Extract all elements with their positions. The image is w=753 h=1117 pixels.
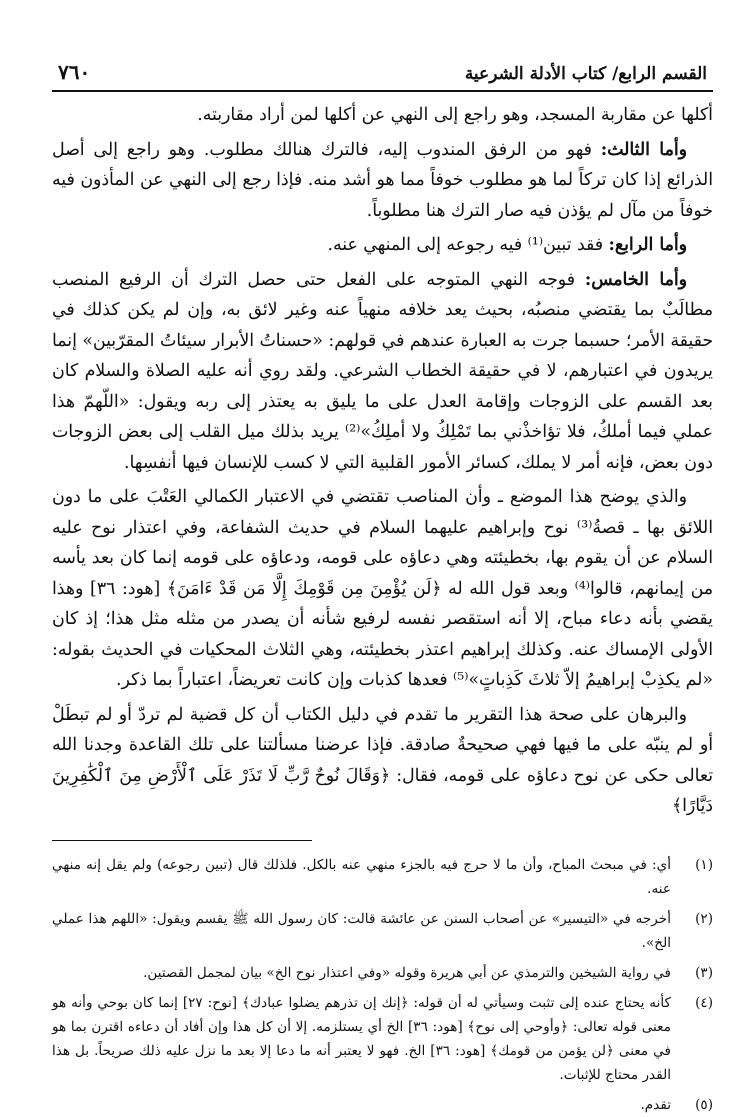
footnote: [52, 1093, 713, 1117]
footnote-number: (٥): [695, 1096, 713, 1113]
footnote-text: كأنه يحتاج عنده إلى تثبت وسيأتي له أن قوله: ﴿إنك إن تذرهم يضلوا عبادك﴾ [نوح: ٢٧] إنما كان بوحي وأنه هو معنى قوله تعالى: ﴿وأوحي إلى نوح﴾ [هود: ٣٦] الخ أي يستلزمه. إلا أن كل هذا وإن أفاد أن دعاءه اقترن بما هو في معنى ﴿لن يؤمن من قومك﴾ [هود: ٣٦] الخ. فهو لا يعتبر أنه ما دعا إلا بعد ما نزل عليه ذلك صريحاً. بل هذا القدر محتاج للإثبات.: [52, 994, 671, 1083]
footnote: [52, 991, 713, 1087]
paragraph: [52, 230, 713, 261]
footnote-text: أخرجه في «التيسير» عن أصحاب السنن عن عائشة قالت: كان رسول الله ﷺ يقسم ويقول: «اللهم هذا عملي الخ».: [52, 910, 671, 951]
footnote: [52, 907, 713, 955]
paragraph: [52, 135, 713, 227]
footnote-number: (١): [695, 856, 713, 873]
footnote-text: تقدم.: [640, 1096, 671, 1113]
footnote-number: (٣): [695, 964, 713, 981]
paragraph-text: فوجه النهي المتوجه على الفعل حتى حصل الترك أن الرفيع المنصب مطالَبٌ بما يقتضي منصبُه، بحيث يعد خلافه منهياً عنه وغير لائق به، وإن لم يكن كذلك في حقيقة الأمر؛ حسبما جرت به العبارة عندهم في قولهم: «حسناتُ الأبرار سيئاتُ المقرّبين» إنما يريدون في اعتبارهم، لا في حقيقة الخطاب الشرعي. ولقد روي أنه عليه الصلاة والسلام كان بعد القسم على الزوجات وإقامة العدل على ما يليق به يعتذر إلى ربه ويقول: «اللّهمّ هذا عملي فيما أملكُ، فلا تؤاخذْني بما تَمْلِكُ ولا أملِكُ»⁽²⁾ يريد بذلك ميل القلب إلى بعض الزوجات دون بعض، فإنه أمر لا يملك، كسائر الأمور القلبية التي لا كسب للإنسان فيها أنفسِها.: [52, 269, 713, 473]
paragraph: [52, 700, 713, 822]
running-title: القسم الرابع/ كتاب الأدلة الشرعية: [464, 64, 707, 84]
page-number: ٧٦٠: [58, 60, 91, 84]
paragraph-text: والبرهان على صحة هذا التقرير ما تقدم في دليل الكتاب أن كل قضية لم تردّ أو لم تبطَلْ أو لم ينبّه على ما فيها فهي صحيحةٌ صادقة. فإذا عرضنا مسألتنا على تلك القاعدة وجدنا الله تعالى حكى عن نوح دعاؤه على قومه، فقال: ﴿وَقَالَ نُوحٌ رَّبِّ لَا تَذَرْ عَلَى ٱلْأَرْضِ مِنَ ٱلْكَٰفِرِينَ دَيَّارًا﴾: [52, 704, 713, 816]
footnote-number: (٢): [695, 910, 713, 927]
footnote: [52, 961, 713, 985]
paragraph-lead: وأما الخامس:: [584, 269, 687, 290]
paragraph-lead: وأما الثالث:: [600, 139, 687, 160]
paragraph: [52, 265, 713, 479]
footnote-divider: [52, 840, 312, 841]
paragraph-text: فهو من الرفق المندوب إليه، فالترك هنالك مطلوب. وهو راجع إلى أصل الذرائع إذا كان تركاً لما هو مطلوب خوفاً مما هو أشد منه. فإذا رجع إلى النهي عن المأذون فيه خوفاً من مآل لم يؤذن فيه صار الترك هنا مطلوباً.: [52, 139, 713, 221]
footnote: [52, 853, 713, 901]
paragraph: [52, 482, 713, 696]
footnote-text: في رواية الشيخين والترمذي عن أبي هريرة وقوله «وفي اعتذار نوح الخ» بيان لمجمل القصتين.: [143, 964, 671, 981]
paragraph-text: والذي يوضح هذا الموضع ـ وأن المناصب تقتضي في الاعتبار الكمالي العَتْبَ على ما دون اللائق بها ـ قصةُ⁽³⁾ نوح وإبراهيم عليهما السلام في حديث الشفاعة، وفي اعتذار نوح عليه السلام عن أن يقوم بها، بخطيئته وهي دعاؤه على قومه، ودعاؤه على قومه إنما كان بعد يأسه من إيمانهم، قالوا⁽⁴⁾ وبعد قول الله له ﴿لَن يُؤْمِنَ مِن قَوْمِكَ إِلَّا مَن قَدْ ءَامَنَ﴾ [هود: ٣٦] وهذا يقضي بأنه دعاء مباح، إلا أنه استقصر نفسه لرفيع شأنه أن يصدر من مثله مثل هذا؛ إذ كان الأولى الإمساك عنه. وكذلك إبراهيم اعتذر بخطيئته، وهي الثلاث المحكيات في الحديث بقوله: «لم يكذِبْ إبراهيمُ إلاّ ثلاثَ كَذِباتٍ»⁽⁵⁾ فعدها كذبات وإن كانت تعريضاً، اعتباراً بما ذكر.: [52, 487, 713, 690]
footnote-text: أي: في مبحث المباح، وأن ما لا حرج فيه بالجزء منهي عنه بالكل. فلذلك قال (تبين رجوعه) ولم يقل إنه منهي عنه.: [52, 856, 671, 897]
paragraph: [52, 100, 713, 131]
paragraph-lead: وأما الرابع:: [608, 235, 687, 255]
page-header: [52, 60, 713, 92]
paragraph-text: فقد تبين⁽¹⁾ فيه رجوعه إلى المنهي عنه.: [327, 235, 609, 255]
footnote-number: (٤): [695, 994, 713, 1011]
paragraph-text: أكلها عن مقاربة المسجد، وهو راجع إلى النهي عن أكلها لمن أراد مقاربته.: [197, 105, 713, 125]
main-text: [52, 100, 713, 822]
footnotes: [52, 853, 713, 1117]
